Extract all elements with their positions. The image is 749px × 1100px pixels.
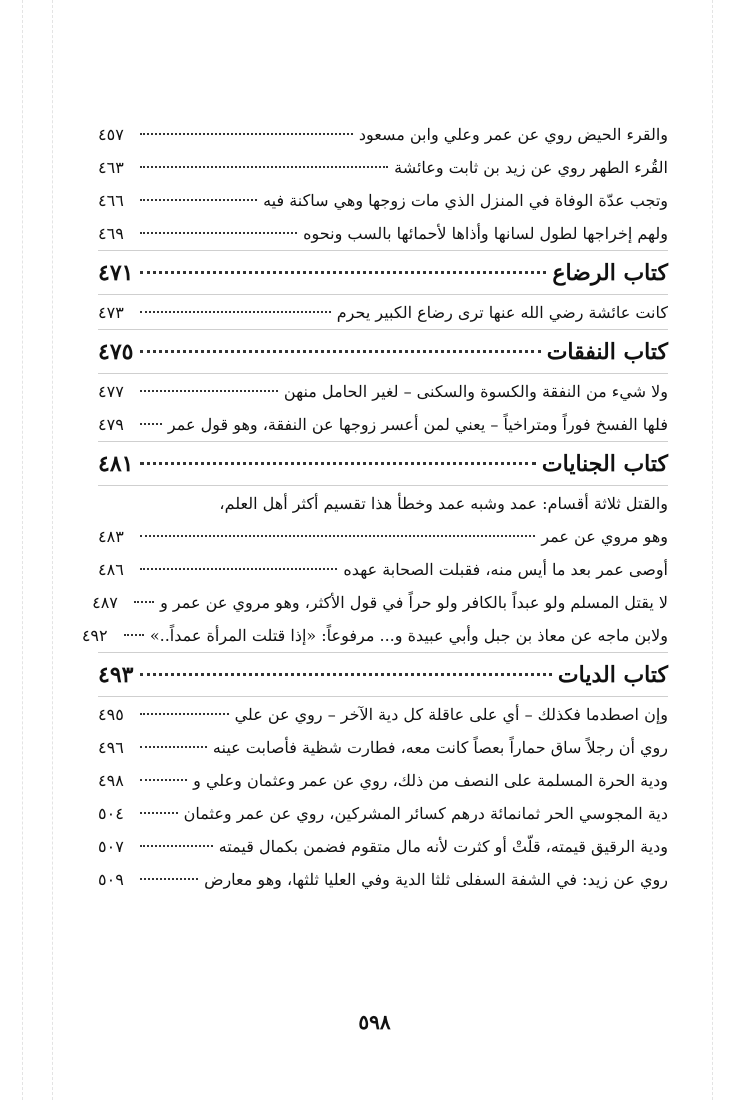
table-of-contents bbox=[81, 118, 668, 896]
entry-page-number: ٤٧٧ bbox=[98, 382, 124, 401]
entry-page-number: ٤٧٥ bbox=[98, 339, 134, 365]
chapter-title: كتاب الرضاع bbox=[552, 260, 668, 286]
dot-leader bbox=[140, 673, 552, 676]
page-number: ٥٩٨ bbox=[358, 1010, 391, 1034]
scan-margin-line bbox=[52, 0, 53, 1100]
entry-page-number: ٥٠٩ bbox=[98, 870, 124, 889]
entry-page-number: ٤٩٥ bbox=[98, 705, 124, 724]
entry-text: ولابن ماجه عن معاذ بن جبل وأبي عبيدة و... مرفوعاً: «إذا قتلت المرأة عمداً..» bbox=[149, 626, 668, 645]
entry-text: والقتل ثلاثة أقسام: عمد وشبه عمد وخطأ هذا تقسيم أكثر أهل العلم، bbox=[219, 494, 668, 513]
chapter-heading-row bbox=[98, 331, 668, 373]
entry-text: وهو مروي عن عمر bbox=[541, 527, 668, 546]
toc-entry-row bbox=[98, 764, 668, 797]
entry-text: ولا شيء من النفقة والكسوة والسكنى – لغير الحامل منهن bbox=[283, 382, 668, 401]
entry-page-number: ٥٠٧ bbox=[98, 837, 124, 856]
toc-entry-row bbox=[98, 296, 668, 329]
dot-leader bbox=[124, 634, 144, 636]
dot-leader bbox=[140, 462, 536, 465]
dot-leader bbox=[140, 535, 535, 537]
chapter-title: كتاب الديات bbox=[557, 662, 668, 688]
dot-leader bbox=[140, 812, 178, 814]
toc-entry-row bbox=[98, 184, 668, 217]
entry-page-number: ٤٦٣ bbox=[98, 158, 124, 177]
entry-page-number: ٤٥٧ bbox=[98, 125, 124, 144]
dot-leader bbox=[140, 133, 353, 135]
toc-entry-row bbox=[92, 586, 668, 619]
toc-entry-row bbox=[98, 797, 668, 830]
dot-leader bbox=[140, 845, 213, 847]
toc-entry-row bbox=[98, 375, 668, 408]
toc-entry-row bbox=[98, 863, 668, 896]
entry-page-number: ٤٧١ bbox=[98, 260, 134, 286]
toc-entry-row bbox=[98, 217, 668, 250]
entry-text: أوصى عمر بعد ما أيس منه، فقبلت الصحابة عهده bbox=[343, 560, 668, 579]
toc-entry-row bbox=[98, 151, 668, 184]
entry-text: روي أن رجلاً ساق حماراً بعصاً كانت معه، فطارت شظية فأصابت عينه bbox=[212, 738, 668, 757]
entry-text: روي عن زيد: في الشفة السفلى ثلثا الدية وفي العليا ثلثها، وهو معارض bbox=[204, 870, 668, 889]
dot-leader bbox=[140, 311, 331, 313]
dot-leader bbox=[140, 232, 297, 234]
scan-margin-line bbox=[22, 0, 23, 1100]
toc-entry-row bbox=[98, 698, 668, 731]
entry-page-number: ٤٦٩ bbox=[98, 224, 124, 243]
dot-leader bbox=[140, 350, 541, 353]
entry-page-number: ٤٨٦ bbox=[98, 560, 124, 579]
chapter-title: كتاب النفقات bbox=[546, 339, 668, 365]
dot-leader bbox=[140, 746, 207, 748]
entry-text: القُرء الطهر روي عن زيد بن ثابت وعائشة bbox=[394, 158, 668, 177]
toc-entry-row bbox=[98, 520, 668, 553]
entry-page-number: ٤٩٨ bbox=[98, 771, 124, 790]
toc-entry-row bbox=[98, 731, 668, 764]
dot-leader bbox=[140, 779, 187, 781]
entry-text: وإن اصطدما فكذلك – أي على عاقلة كل دية الآخر – روي عن علي bbox=[234, 705, 668, 724]
entry-page-number: ٤٨٣ bbox=[98, 527, 124, 546]
entry-page-number: ٤٦٦ bbox=[98, 191, 124, 210]
dot-leader bbox=[140, 878, 198, 880]
toc-entry-row bbox=[98, 830, 668, 863]
entry-page-number: ٤٧٩ bbox=[98, 415, 124, 434]
entry-text: ودية الرقيق قيمته، قلّتْ أو كثرت لأنه مال متقوم فضمن بكمال قيمته bbox=[218, 837, 668, 856]
entry-page-number: ٤٩٣ bbox=[98, 662, 134, 688]
toc-entry-row bbox=[98, 118, 668, 151]
toc-entry-row bbox=[98, 408, 668, 441]
entry-page-number: ٤٩٦ bbox=[98, 738, 124, 757]
dot-leader bbox=[140, 199, 257, 201]
dot-leader bbox=[140, 166, 388, 168]
dot-leader bbox=[140, 568, 337, 570]
entry-text: فلها الفسخ فوراً ومتراخياً – يعني لمن أعسر زوجها عن النفقة، وهو قول عمر bbox=[167, 415, 668, 434]
dot-leader bbox=[134, 601, 154, 603]
entry-page-number: ٤٨٧ bbox=[92, 593, 118, 612]
entry-text: لا يقتل المسلم ولو عبداً بالكافر ولو حراً في قول الأكثر، وهو مروي عن عمر و bbox=[160, 593, 668, 612]
chapter-title: كتاب الجنايات bbox=[541, 451, 668, 477]
entry-page-number: ٤٩٢ bbox=[81, 626, 108, 645]
entry-text: كانت عائشة رضي الله عنها ترى رضاع الكبير يحرم bbox=[336, 303, 668, 322]
toc-entry-row bbox=[98, 487, 668, 520]
entry-page-number: ٥٠٤ bbox=[98, 804, 124, 823]
entry-text: وتجب عدّة الوفاة في المنزل الذي مات زوجها وهي ساكنة فيه bbox=[263, 191, 668, 210]
chapter-heading-row bbox=[98, 443, 668, 485]
dot-leader bbox=[140, 713, 229, 715]
entry-text: ولهم إخراجها لطول لسانها وأذاها لأحمائها بالسب ونحوه bbox=[303, 224, 668, 243]
dot-leader bbox=[140, 271, 546, 274]
entry-page-number: ٤٨١ bbox=[98, 451, 134, 477]
entry-text: والقرء الحيض روي عن عمر وعلي وابن مسعود bbox=[358, 125, 668, 144]
entry-text: ودية الحرة المسلمة على النصف من ذلك، روي عن عمر وعثمان وعلي و bbox=[193, 771, 668, 790]
dot-leader bbox=[140, 390, 278, 392]
chapter-heading-row bbox=[98, 252, 668, 294]
toc-entry-row bbox=[98, 553, 668, 586]
entry-text: دية المجوسي الحر ثمانمائة درهم كسائر المشركين، روي عن عمر وعثمان bbox=[183, 804, 668, 823]
entry-page-number: ٤٧٣ bbox=[98, 303, 124, 322]
toc-entry-row bbox=[81, 619, 668, 652]
scan-margin-line bbox=[712, 0, 713, 1100]
dot-leader bbox=[140, 423, 162, 425]
chapter-heading-row bbox=[98, 654, 668, 696]
